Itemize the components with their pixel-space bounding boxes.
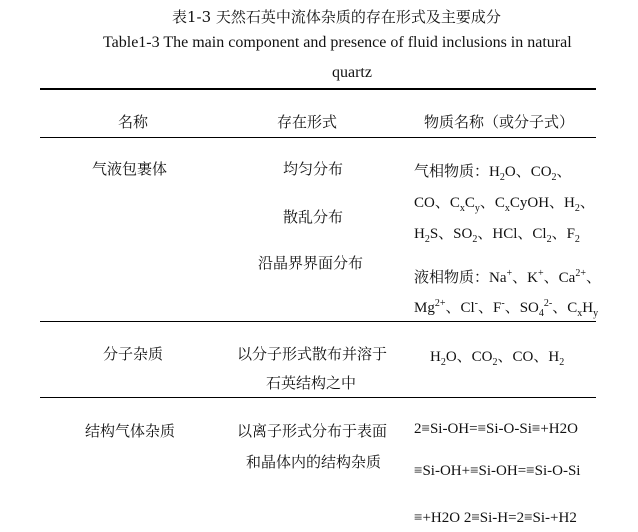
row2-form-2: 石英结构之中 xyxy=(266,374,357,392)
gas-phase-line-3: $H_2S$、$SO_2$、HCl、$Cl_2$、$F_2$ xyxy=(414,226,580,245)
gas-phase-line-1: 气相物质：$H_2O$、$CO_2$、 xyxy=(414,164,572,183)
row3-formula-1: 2≡Si-OH=≡Si-O-Si≡+H2O xyxy=(414,421,578,437)
row3-formula-2: ≡Si-OH+≡Si-OH=≡Si-O-Si xyxy=(414,463,581,479)
row1-form-1: 均匀分布 xyxy=(283,160,344,178)
row3-name: 结构气体杂质 xyxy=(85,422,176,440)
header-name: 名称 xyxy=(118,113,149,131)
header-rule xyxy=(40,137,596,138)
row2-substances: $H_2O$、$CO_2$、CO、$H_2$ xyxy=(430,349,565,368)
gas-phase-label: 气相物质： xyxy=(414,164,490,180)
row1-form-2: 散乱分布 xyxy=(283,208,344,226)
table-caption-en-cont: quartz xyxy=(332,64,372,81)
row-divider-1 xyxy=(40,321,596,322)
top-rule xyxy=(40,88,596,90)
table-caption-cn: 表1-3 天然石英中流体杂质的存在形式及主要成分 xyxy=(172,8,501,26)
row2-name: 分子杂质 xyxy=(103,345,164,363)
row3-formula-3: ≡+H2O 2≡Si-H=2≡Si-+H2 xyxy=(414,510,577,526)
gas-phase-line-2: CO、$C_xC_y$、$C_xCyOH$、$H_2$、 xyxy=(414,195,595,214)
row-divider-2 xyxy=(40,397,596,398)
row2-form-1: 以分子形式散布并溶于 xyxy=(237,345,388,363)
row3-form-2: 和晶体内的结构杂质 xyxy=(246,453,382,471)
liquid-phase-label: 液相物质： xyxy=(414,270,490,286)
row3-form-1: 以离子形式分布于表面 xyxy=(237,422,388,440)
header-form: 存在形式 xyxy=(277,113,338,131)
header-substance: 物质名称（或分子式） xyxy=(424,113,575,131)
liquid-phase-line-1: 液相物质：Na+、K+、$Ca^{2+}$、 xyxy=(414,268,601,286)
liquid-phase-line-2: $Mg^{2+}$、Cl-、F-、$SO_4^{2-}$、$C_xH_y$ xyxy=(414,298,599,319)
row1-form-3: 沿晶界界面分布 xyxy=(258,254,364,272)
table-caption-en: Table1-3 The main component and presence of fluid inclusions in natural xyxy=(103,34,572,51)
row1-name: 气液包裹体 xyxy=(92,160,168,178)
